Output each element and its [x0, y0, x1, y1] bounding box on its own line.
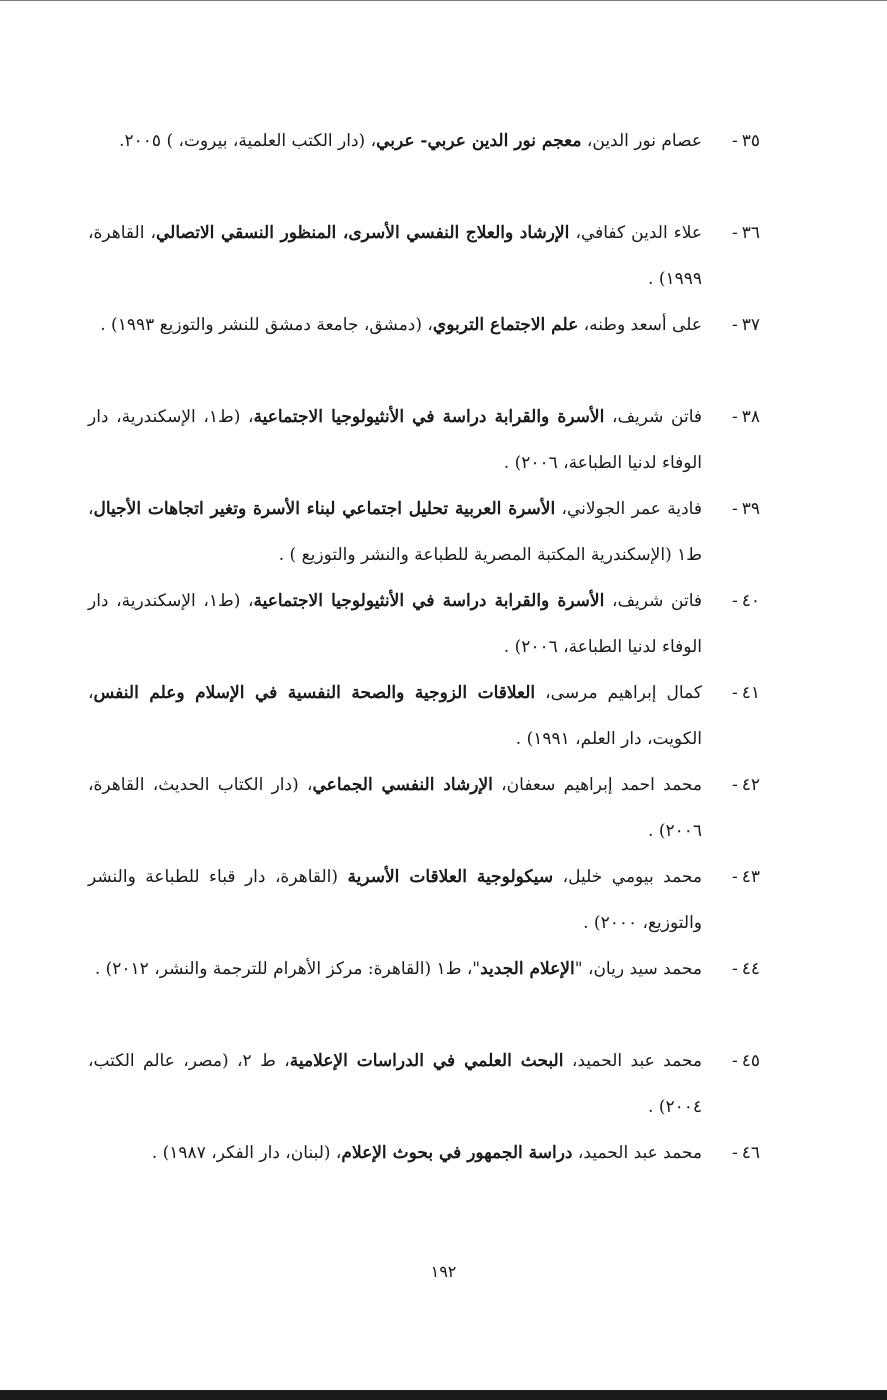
entry-title: دراسة الجمهور في بحوث الإعلام [341, 1143, 573, 1163]
entry-details: ، ط١ (الإسكندرية المكتبة المصرية للطباعة والنشر والتوزيع ) . [88, 499, 702, 565]
reference-entry [88, 210, 760, 302]
entry-details: ، (لبنان، دار الفكر، ١٩٨٧) . [151, 1143, 342, 1163]
entry-author: محمد عبد الحميد، [572, 1143, 702, 1163]
entry-details: ، (ط١، الإسكندرية، دار الوفاء لدنيا الطباعة، ٢٠٠٦) . [88, 591, 702, 657]
entry-number: ٤٢- [731, 775, 760, 795]
entry-author: محمد سيد ريان، " [574, 959, 702, 979]
reference-entry [88, 946, 760, 1038]
reference-list [88, 118, 760, 1176]
bottom-edge-bar [0, 1390, 887, 1400]
entry-details: ، (دار الكتاب الحديث، القاهرة، ٢٠٠٦) . [88, 775, 702, 841]
entry-number: ٣٥- [731, 131, 760, 151]
reference-entry [88, 762, 760, 854]
entry-number: ٤١- [731, 683, 760, 703]
reference-entry [88, 854, 760, 946]
entry-number: ٤٥- [731, 1051, 760, 1071]
entry-title: العلاقات الزوجية والصحة النفسية في الإسلام وعلم النفس [93, 683, 536, 703]
entry-details: ، الكويت، دار العلم، ١٩٩١) . [88, 683, 702, 749]
entry-number: ٣٨- [731, 407, 760, 427]
entry-author: محمد بيومي خليل، [553, 867, 702, 887]
top-edge-rule [0, 0, 887, 1]
page-number: ١٩٢ [430, 1262, 457, 1281]
entry-author: عصام نور الدين، [581, 131, 702, 151]
entry-author: فادية عمر الجولاني، [555, 499, 702, 519]
entry-title: البحث العلمي في الدراسات الإعلامية [289, 1051, 564, 1071]
entry-title: معجم نور الدين عربي- عربي [376, 131, 582, 151]
entry-details: ، القاهرة، ١٩٩٩) . [88, 223, 702, 289]
entry-title: الإرشاد النفسي الجماعي [312, 775, 493, 795]
entry-title: سيكولوجية العلاقات الأسرية [347, 867, 554, 887]
entry-number: ٣٧- [731, 315, 760, 335]
reference-entry [88, 1038, 760, 1130]
entry-title: الإعلام الجديد [480, 959, 575, 979]
entry-number: ٤٤- [731, 959, 760, 979]
reference-entry [88, 486, 760, 578]
entry-title: الأسرة والقرابة دراسة في الأنثيولوجيا الاجتماعية [253, 407, 605, 427]
entry-number: ٤٦- [731, 1143, 760, 1163]
entry-number: ٤٣- [731, 867, 760, 887]
entry-details: ، (دار الكتب العلمية، بيروت، ) ٢٠٠٥. [119, 131, 377, 151]
entry-details: (القاهرة، دار قباء للطباعة والنشر والتوزيع، ٢٠٠٠) . [88, 867, 702, 933]
entry-title: علم الاجتماع التربوي [432, 315, 579, 335]
entry-number: ٤٠- [731, 591, 760, 611]
entry-author: على أسعد وطنه، [578, 315, 702, 335]
entry-title: الإرشاد والعلاج النفسي الأسرى، المنظور النسقي الاتصالي [155, 223, 570, 243]
entry-author: فاتن شريف، [604, 407, 702, 427]
entry-details: ، (ط١، الإسكندرية، دار الوفاء لدنيا الطباعة، ٢٠٠٦) . [88, 407, 702, 473]
reference-entry [88, 578, 760, 670]
entry-author: فاتن شريف، [604, 591, 702, 611]
entry-author: محمد احمد إبراهيم سعفان، [492, 775, 703, 795]
entry-details: ، ط ٢، (مصر، عالم الكتب، ٢٠٠٤) . [88, 1051, 702, 1117]
entry-number: ٣٩- [731, 499, 760, 519]
reference-entry [88, 394, 760, 486]
reference-entry [88, 118, 760, 210]
entry-author: محمد عبد الحميد، [563, 1051, 702, 1071]
entry-author: علاء الدين كفافي، [569, 223, 702, 243]
entry-title: الأسرة العربية تحليل اجتماعي لبناء الأسرة وتغير اتجاهات الأجيال [93, 499, 556, 519]
reference-entry [88, 302, 760, 394]
entry-details: ، (دمشق، جامعة دمشق للنشر والتوزيع ١٩٩٣) . [100, 315, 433, 335]
reference-entry [88, 1130, 760, 1176]
entry-title: الأسرة والقرابة دراسة في الأنثيولوجيا الاجتماعية [253, 591, 605, 611]
entry-details: "، ط١ (القاهرة: مركز الأهرام للترجمة والنشر، ٢٠١٢) . [94, 959, 481, 979]
entry-number: ٣٦- [731, 223, 760, 243]
entry-author: كمال إبراهيم مرسى، [535, 683, 702, 703]
reference-entry [88, 670, 760, 762]
